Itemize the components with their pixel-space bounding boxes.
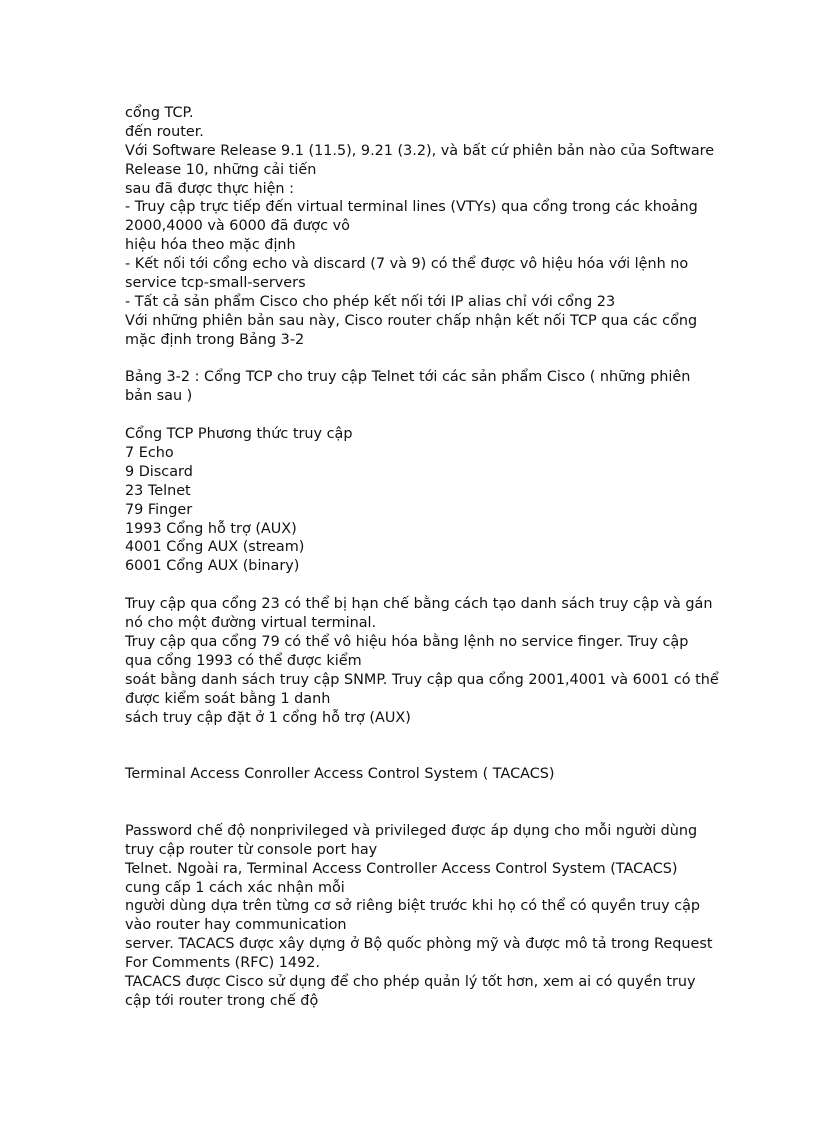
table-header: Cổng TCP Phương thức truy cập bbox=[125, 426, 353, 443]
text-line: Password chế độ nonprivileged và privileged được áp dụng cho mỗi người dùng bbox=[125, 822, 698, 839]
table-row: 23 Telnet bbox=[125, 482, 191, 499]
text-line: service tcp-small-servers bbox=[125, 275, 306, 292]
text-line: truy cập router từ console port hay bbox=[125, 841, 378, 858]
text-line: Với những phiên bản sau này, Cisco router chấp nhận kết nối TCP qua các cổng bbox=[125, 312, 698, 329]
text-line: TACACS được Cisco sử dụng để cho phép quản lý tốt hơn, xem ai có quyền truy bbox=[125, 974, 696, 990]
text-line: - Truy cập trực tiếp đến virtual terminal lines (VTYs) qua cổng trong các khoảng bbox=[125, 199, 698, 216]
spacer bbox=[125, 576, 755, 595]
text-line: qua cổng 1993 có thể được kiểm bbox=[125, 652, 362, 669]
table-caption bbox=[125, 368, 755, 406]
text-line: cập tới router trong chế độ bbox=[125, 992, 319, 1009]
text-line: Release 10, những cải tiến bbox=[125, 161, 317, 178]
spacer bbox=[125, 406, 755, 425]
text-line: sau đã được thực hiện : bbox=[125, 180, 294, 197]
text-line: Với Software Release 9.1 (11.5), 9.21 (3.2), và bất cứ phiên bản nào của Software bbox=[125, 142, 715, 159]
text-line: - Tất cả sản phẩm Cisco cho phép kết nối tới IP alias chỉ với cổng 23 bbox=[125, 293, 616, 310]
text-line: bản sau ) bbox=[125, 388, 193, 405]
text-line: được kiểm soát bằng 1 danh bbox=[125, 690, 331, 707]
text-line: Telnet. Ngoài ra, Terminal Access Controller Access Control System (TACACS) bbox=[125, 860, 678, 877]
text-line: hiệu hóa theo mặc định bbox=[125, 237, 296, 254]
table-row: 6001 Cổng AUX (binary) bbox=[125, 558, 300, 575]
port-table bbox=[125, 425, 755, 576]
text-line: Bảng 3-2 : Cổng TCP cho truy cập Telnet tới các sản phẩm Cisco ( những phiên bbox=[125, 369, 691, 386]
table-row: 7 Echo bbox=[125, 445, 174, 462]
text-line: mặc định trong Bảng 3-2 bbox=[125, 331, 305, 348]
section-heading: Terminal Access Conroller Access Control System ( TACACS) bbox=[125, 766, 555, 783]
text-line: đến router. bbox=[125, 123, 204, 140]
text-line: For Comments (RFC) 1492. bbox=[125, 955, 320, 972]
table-row: 4001 Cổng AUX (stream) bbox=[125, 539, 305, 556]
text-line: sách truy cập đặt ở 1 cổng hỗ trợ (AUX) bbox=[125, 709, 411, 726]
table-row: 79 Finger bbox=[125, 501, 193, 518]
spacer bbox=[125, 784, 755, 822]
text-line: server. TACACS được xây dựng ở Bộ quốc phòng mỹ và được mô tả trong Request bbox=[125, 936, 713, 953]
spacer bbox=[125, 727, 755, 765]
table-row: 1993 Cổng hỗ trợ (AUX) bbox=[125, 520, 297, 537]
text-line: vào router hay communication bbox=[125, 917, 347, 934]
text-line: 2000,4000 và 6000 đã được vô bbox=[125, 218, 350, 235]
intro-paragraph bbox=[125, 104, 755, 350]
table-row: 9 Discard bbox=[125, 463, 193, 480]
spacer bbox=[125, 350, 755, 369]
text-line: cổng TCP. bbox=[125, 105, 194, 121]
text-line: Truy cập qua cổng 79 có thể vô hiệu hóa bằng lệnh no service finger. Truy cập bbox=[125, 633, 689, 650]
text-line: cung cấp 1 cách xác nhận mỗi bbox=[125, 879, 345, 896]
text-line: Truy cập qua cổng 23 có thể bị hạn chế bằng cách tạo danh sách truy cập và gán bbox=[125, 596, 713, 613]
text-line: nó cho một đường virtual terminal. bbox=[125, 615, 377, 632]
text-line: - Kết nối tới cổng echo và discard (7 và 9) có thể được vô hiệu hóa với lệnh no bbox=[125, 256, 689, 273]
access-notes-paragraph bbox=[125, 595, 755, 727]
text-line: soát bằng danh sách truy cập SNMP. Truy cập qua cổng 2001,4001 và 6001 có thể bbox=[125, 671, 719, 688]
document-page bbox=[125, 104, 755, 1011]
tacacs-paragraph bbox=[125, 822, 755, 1011]
text-line: người dùng dựa trên từng cơ sở riêng biệt trước khi họ có thể có quyền truy cập bbox=[125, 898, 701, 915]
